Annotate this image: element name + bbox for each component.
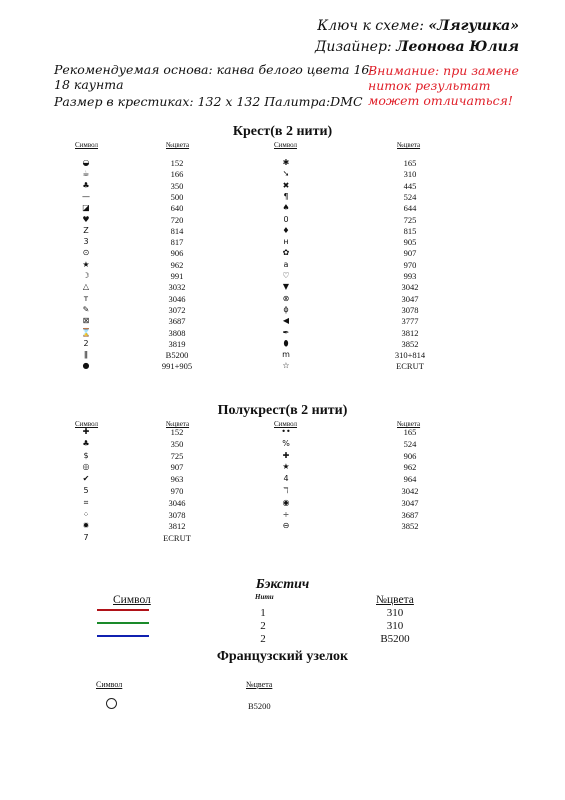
divide-icon: ÷ [282, 509, 290, 519]
cross-color-number: 310+814 [394, 350, 426, 361]
cross-title: Крест(в 2 нити) [232, 124, 333, 139]
cross-color-number: 906 [170, 248, 184, 259]
half-cross-color-number: ECRUT [163, 533, 191, 544]
backstitch-strands: 2 [260, 620, 266, 632]
key-title [317, 18, 519, 34]
cross-color-number: 3808 [168, 327, 186, 338]
warning-note: Внимание: при замене ниток результат может отличаться! [368, 63, 519, 108]
half-cross-color-number: 3812 [168, 521, 186, 532]
cross-color-number: 725 [403, 214, 417, 225]
half-cross-color-number: 964 [403, 474, 417, 485]
key-name: «Лягушка» [428, 18, 519, 34]
half-cross-color-number: 970 [170, 486, 184, 496]
plus-icon: ✚ [282, 450, 290, 460]
arrow-se-icon: ➘ [282, 169, 290, 179]
half-cross-color-number: 3687 [401, 509, 419, 520]
grid-icon: ⁘ [82, 509, 90, 519]
half-symbol-header-left: Символ [75, 420, 99, 428]
cross-color-number: ECRUT [396, 361, 424, 372]
pill-icon: ⊖ [282, 521, 290, 531]
french-symbol-header: Символ [96, 680, 123, 689]
half-circle-icon: ◒ [82, 158, 90, 167]
cross-color-number: 3819 [168, 338, 186, 349]
backstitch-strands-header: Нити [255, 593, 274, 601]
backstitch-line-swatch [97, 609, 149, 611]
star-icon: ★ [82, 259, 90, 269]
half-cross-color-number: 165 [403, 427, 417, 437]
h-letter-icon: н [283, 237, 289, 247]
three-icon: 3 [83, 237, 89, 247]
cross-color-number: 815 [403, 225, 417, 236]
cross-mark-icon: ✖ [282, 180, 290, 190]
double-dot-icon: •• [281, 427, 291, 436]
backstitch-line-swatch [97, 622, 149, 624]
key-label: Ключ к схеме: [317, 18, 429, 34]
half-number-header-left: №цвета [166, 420, 190, 428]
designer-label: Дизайнер: [315, 39, 397, 55]
four-icon: 4 [283, 474, 289, 484]
backstitch-strands: 1 [260, 607, 266, 619]
circled-cross-icon: ⊗ [282, 293, 290, 303]
cross-color-number: 3042 [401, 282, 419, 293]
cross-color-number: 3777 [401, 316, 419, 327]
french-knot-number: B5200 [248, 701, 271, 711]
cross-color-number: 3812 [401, 327, 419, 338]
asterisk-icon: ✱ [282, 158, 290, 167]
half-cross-color-number: 350 [170, 438, 184, 449]
cross-symbol-header-right: Символ [274, 141, 298, 149]
hourglass-icon: ⌛ [81, 327, 91, 337]
heart-icon: ♥ [82, 214, 90, 224]
t-letter-icon: т [83, 293, 89, 303]
half-cross-color-number: 963 [170, 474, 184, 485]
backstitch-line-swatch [97, 635, 149, 637]
bug-icon: ✹ [82, 521, 90, 531]
dollar-icon: $ [83, 450, 89, 460]
half-cross-color-number: 906 [403, 450, 417, 461]
crescent-icon: ☽ [82, 271, 90, 280]
circled-dot-icon: ⊙ [82, 248, 90, 258]
backstitch-title: Бэкстич [255, 577, 310, 592]
pilcrow-icon: ¶ [283, 191, 289, 201]
flower-icon: ✿ [282, 248, 290, 258]
square-half-icon: ◪ [82, 203, 90, 213]
half-cross-color-number: 152 [170, 427, 184, 437]
backstitch-number-header: №цвета [376, 594, 414, 606]
zero-icon: 0 [283, 214, 289, 224]
pattern-size: Размер в крестиках: 132 х 132 Палитра:DMC [54, 94, 363, 109]
cross-color-number: B5200 [165, 350, 189, 361]
dagger-icon: ✚ [82, 427, 90, 436]
cross-color-number: 991 [170, 271, 184, 281]
heart-outline-icon: ♡ [282, 271, 290, 280]
backstitch-color-number: 310 [386, 620, 404, 632]
half-cross-color-number: 524 [403, 438, 417, 449]
cross-color-number: 644 [403, 203, 417, 214]
backstitch-color-number: B5200 [380, 633, 410, 645]
club-icon: ♣ [82, 438, 90, 448]
percent-icon: % [282, 438, 290, 448]
two-icon: 2 [83, 338, 89, 348]
check-icon: ✔ [82, 474, 90, 484]
half-cross-color-number: 725 [170, 450, 184, 461]
spiral-icon: ◎ [82, 462, 90, 472]
cross-color-number: 905 [403, 237, 417, 248]
designer-line [315, 39, 519, 55]
half-cross-color-number: 3046 [168, 497, 186, 508]
cross-color-number: 3047 [401, 293, 419, 304]
five-icon: 5 [83, 486, 89, 495]
cross-color-number: 350 [170, 180, 184, 191]
star-outline-icon: ☆ [282, 361, 290, 371]
cross-number-header-left: №цвета [166, 141, 190, 149]
hook-icon: ℸ [283, 486, 289, 495]
cross-color-number: 3852 [401, 338, 419, 349]
down-triangle-icon: ▼ [282, 282, 290, 292]
half-number-header-right: №цвета [397, 420, 421, 428]
arrow-left-icon: ◀ [282, 316, 290, 326]
target-icon: ◉ [282, 497, 290, 507]
cross-color-number: 310 [403, 169, 417, 180]
designer-name: Леонова Юлия [396, 39, 519, 55]
cross-color-number: 970 [403, 259, 417, 270]
filled-circle-icon: ● [82, 361, 90, 371]
dash-icon: — [82, 191, 90, 201]
cross-symbol-header-left: Символ [75, 141, 99, 149]
spade-icon: ♠ [282, 203, 290, 213]
backstitch-color-number: 310 [386, 607, 404, 619]
half-cross-color-number: 907 [170, 462, 184, 473]
half-cross-title: Полукрест(в 2 нити) [217, 403, 348, 418]
french-number-header: №цвета [246, 680, 273, 689]
cross-color-number: 817 [170, 237, 184, 248]
boxed-x-icon: ⊠ [82, 316, 90, 326]
cross-color-number: 640 [170, 203, 184, 214]
recommended-base: Рекомендуемая основа: канва белого цвета 16-18 каунта [54, 62, 374, 92]
backstitch-strands: 2 [260, 633, 266, 645]
cross-color-number: 166 [170, 169, 184, 180]
backstitch-symbol-header: Символ [113, 594, 151, 606]
circle-outline-icon [106, 698, 117, 709]
diamond-icon: ♦ [282, 225, 290, 235]
pen-icon: ✒ [282, 327, 290, 337]
cross-color-number: 3032 [168, 282, 186, 293]
oval-icon: ⬮ [283, 338, 289, 348]
phi-icon: ɸ [283, 304, 289, 314]
seven-icon: 7 [83, 533, 89, 543]
cross-color-number: 3072 [168, 304, 186, 315]
cross-color-number: 165 [403, 158, 417, 168]
cross-color-number: 991+905 [161, 361, 193, 372]
cross-color-number: 962 [170, 259, 184, 270]
hash-icon: ⌗ [83, 497, 89, 507]
cross-color-number: 500 [170, 191, 184, 202]
cross-color-number: 524 [403, 191, 417, 202]
pencil-icon: ✎ [82, 304, 90, 314]
triangle-icon: △ [82, 282, 90, 292]
star-icon: ★ [282, 462, 290, 472]
half-cross-color-number: 3852 [401, 521, 419, 532]
half-cross-color-number: 3078 [168, 509, 186, 520]
cross-color-number: 907 [403, 248, 417, 259]
cross-color-number: 152 [170, 158, 184, 168]
half-cross-color-number: 3047 [401, 497, 419, 508]
half-cross-color-number: 962 [403, 462, 417, 473]
french-knot-title: Французский узелок [216, 649, 349, 664]
a-letter-icon: a [283, 259, 289, 269]
half-symbol-header-right: Символ [274, 420, 298, 428]
club-icon: ♣ [82, 180, 90, 190]
cross-color-number: 993 [403, 271, 417, 281]
m-letter-icon: m [282, 350, 290, 360]
thermometer-icon: ǁ [84, 350, 88, 360]
cross-color-number: 720 [170, 214, 184, 225]
cup-icon: ☕ [82, 169, 90, 179]
cross-color-number: 3046 [168, 293, 186, 304]
z-letter-icon: Z [83, 225, 89, 235]
cross-color-number: 445 [403, 180, 417, 191]
cross-color-number: 814 [170, 225, 184, 236]
cross-number-header-right: №цвета [397, 141, 421, 149]
half-cross-color-number: 3042 [401, 486, 419, 496]
cross-color-number: 3687 [168, 316, 186, 327]
cross-color-number: 3078 [401, 304, 419, 315]
